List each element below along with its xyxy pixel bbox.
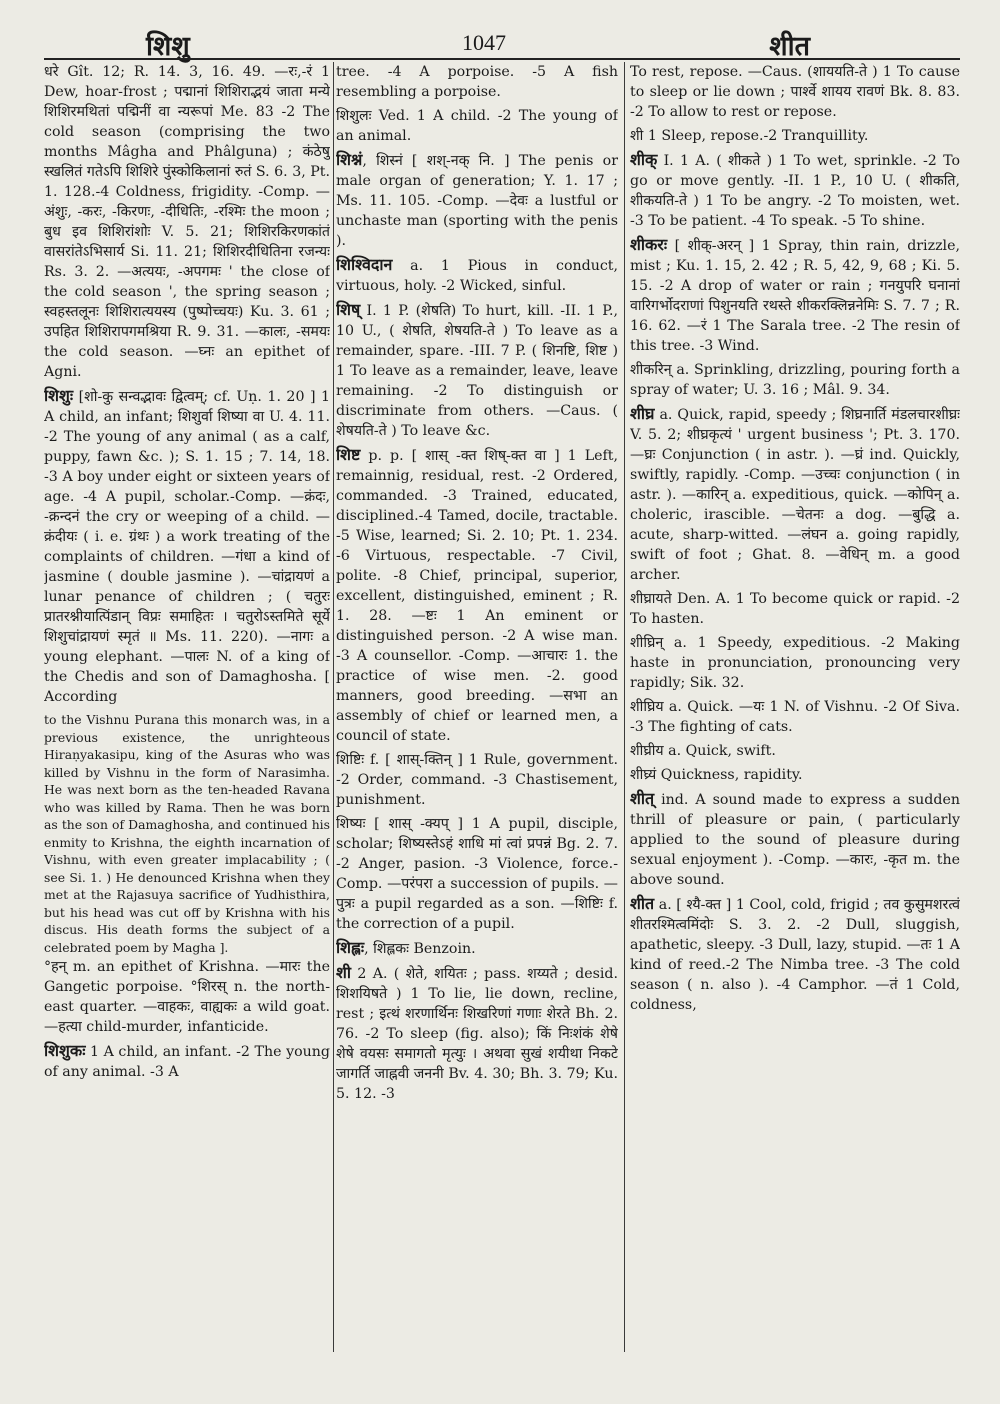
text-columns <box>44 62 960 1352</box>
entry-headword: शीकरः <box>630 235 668 254</box>
dictionary-entry <box>336 814 618 934</box>
dictionary-entry <box>630 360 960 400</box>
entry-headword: शीक् <box>630 150 658 169</box>
dictionary-entry <box>630 404 960 585</box>
entry-text: , शिस्नं [ शश्-नक् नि. ] The penis or male organ of generation; Y. 1. 17 ; Ms. 11. 105. -Comp. —देवः a lustful or unchaste man (sporting with the penis ). <box>336 153 618 249</box>
column-1 <box>44 62 330 1352</box>
entry-text: धरे Gît. 12; R. 14. 3, 16. 49. —रः,-रं 1 Dew, hoar-frost ; पद्मानां शिशिराद्भयं जाता मन्ये शिशिरमथितां पद्मिनीं वा न्यरूपां Me. 83 -2 The cold season (comprising the two months Mâgha and Phâlguna) ; कंठेषु स्खलितं गतेऽपि शिशिरे पुंस्कोकिलानां रुतं S. 6. 3, Pt. 1. 128.-4 Coldness, frigidity. -Comp. —अंशुः, -करः, -किरणः, -दीधितिः, -रश्मिः the moon ; बुध इव शिशिरांशोः V. 5. 21; शिशिरकिरणकांतं वासरांतेऽभिसार्य Si. 11. 21; शिशिरदीधितिना रजन्यः Rs. 3. 2. —अत्ययः, -अपगमः ' the close of the cold season ', the spring season ; स्वहस्तलूनः शिशिरात्ययस्य (पुष्पोच्चयः) Ku. 3. 61 ; उपहित शिशिरापगमश्रिया R. 9. 31. —कालः, -समयः the cold season. —घ्नः an epithet of Agni. <box>44 64 330 380</box>
dictionary-entry <box>336 445 618 746</box>
entry-text: शीघ्रायते Den. A. 1 To become quick or rapid. -2 To hasten. <box>630 591 960 627</box>
entry-headword: शिश्नं <box>336 150 363 169</box>
dictionary-entry <box>336 150 618 251</box>
entry-text: शीकरिन् a. Sprinkling, drizzling, pouring forth a spray of water; U. 3. 16 ; Mâl. 9. 34. <box>630 362 960 398</box>
entry-text: °हन् m. an epithet of Krishna. —मारः the Gangetic porpoise. °शिरस् n. the north-east quarter. —वाहकः, वाह्यकः a wild goat. —हत्या child-murder, infanticide. <box>44 959 330 1035</box>
entry-text: शिष्टिः f. [ शास्-क्तिन् ] 1 Rule, government. -2 Order, command. -3 Chastisement, punishment. <box>336 752 618 808</box>
dictionary-entry <box>630 62 960 122</box>
entry-text: 2 A. ( शेते, शयितः ; pass. शय्यते ; desid. शिशयिषते ) 1 To lie, lie down, recline, rest ; इत्थं शरणार्थिनः शिखरिणां गणाः शेरते Bh. 2. 76. -2 To sleep (fig. also); किं निःशंकं शेषे शेषे वयसः समागतो मृत्युः । अथवा सुखं शयीथा निकटे जागर्ति जाह्नवी जननी Bv. 4. 30; Bh. 3. 79; Ku. 5. 12. -3 <box>336 966 618 1102</box>
entry-text: I. 1 P. (शेषति) To hurt, kill. -II. 1 P., 10 U., ( शेषति, शेषयति-ते ) To leave as a remainder, spare. -III. 7 P. ( शिनष्टि, शिष्ट ) 1 To leave as a remainder, leave, leave remaining. -2 To distinguish or discriminate from others. —Caus. ( शेषयति-ते ) To leave &c. <box>336 303 618 439</box>
column-3 <box>630 62 960 1352</box>
entry-text: p. p. [ शास् -क्त शिष्-क्त वा ] 1 Left, remainnig, residual, rest. -2 Ordered, commanded. -3 Trained, educated, disciplined.-4 Tamed, docile, tractable. -5 Wise, learned; Si. 2. 10; Pt. 1. 234. -6 Virtuous, respectable. -7 Civil, polite. -8 Chief, principal, superior, excellent, distinguished, eminent ; R. 1. 28. —ष्टः 1 An eminent or distinguished person. -2 A wise man. -3 A counsellor. -Comp. —आचारः 1. the practice of wise men. -2. good manners, good breeding. —सभा an assembly of chief or learned men, a council of state. <box>336 448 618 744</box>
entry-text: शिष्यः [ शास् -क्यप् ] 1 A pupil, disciple, scholar; शिष्यस्तेऽहं शाधि मां त्वां प्रपन्नं Bg. 2. 7. -2 Anger, pasion. -3 Violence, force.-Comp. —परंपरा a succession of pupils. —पुत्रः a pupil regarded as a son. —शिष्टिः f. the correction of a pupil. <box>336 816 618 932</box>
entry-text: शिशुलः Ved. 1 A child. -2 The young of an animal. <box>336 108 618 144</box>
left-headword: शिशु <box>146 31 190 62</box>
entry-text: tree. -4 A porpoise. -5 A fish resembling a porpoise. <box>336 64 618 100</box>
entry-text: शीघ्रिन् a. 1 Speedy, expeditious. -2 Making haste in pronunciation, pronouncing very rapidly; Sik. 32. <box>630 635 960 691</box>
entry-text: शीघ्र्यं Quickness, rapidity. <box>630 767 803 783</box>
entry-text: a. 1 Pious in conduct, virtuous, holy. -2 Wicked, sinful. <box>336 258 618 294</box>
dictionary-entry <box>630 697 960 737</box>
dictionary-entry <box>630 150 960 231</box>
dictionary-entry <box>336 300 618 441</box>
dictionary-entry <box>630 765 960 785</box>
entry-text: To rest, repose. —Caus. (शाययति-ते ) 1 To cause to sleep or lie down ; पार्श्वे शायय रावणं Bk. 8. 83. -2 To allow to rest or repose. <box>630 64 960 120</box>
column-2 <box>336 62 618 1352</box>
page-header <box>44 26 960 62</box>
dictionary-entry <box>44 711 330 956</box>
entry-headword: शिश्विदान <box>336 255 393 274</box>
entry-headword: शिष् <box>336 300 361 319</box>
page-number: 1047 <box>462 30 506 55</box>
header-rule <box>44 58 960 60</box>
entry-headword: शीत् <box>630 789 655 808</box>
dictionary-entry <box>44 62 330 382</box>
dictionary-entry <box>336 106 618 146</box>
entry-headword: शीघ्र <box>630 404 655 423</box>
entry-text: शीघ्रीय a. Quick, swift. <box>630 743 776 759</box>
dictionary-entry <box>630 789 960 890</box>
entry-headword: शिशुकः <box>44 1041 86 1060</box>
dictionary-entry <box>630 126 960 146</box>
dictionary-entry <box>630 741 960 761</box>
dictionary-entry <box>44 957 330 1037</box>
entry-text: to the Vishnu Purana this monarch was, in a previous existence, the unrighteous Hiraṇyakasipu, king of the Asuras who was killed by Vishnu in the form of Narasimha. He was next born as the ten-headed Ravana who was killed by Rama. Then he was born as the son of Damaghosha, and continued his enmity to Krishna, the eighth incarnation of Vishnu, with even greater implacability ; ( see Si. 1. ) He denounced Krishna when they met at the Rajasuya sacrifice of Yudhisthira, but his head was cut off by Krishna with his discus. His death forms the subject of a celebrated poem by Magha ]. <box>44 712 330 955</box>
entry-text: 1 A child, an infant. -2 The young of any animal. -3 A <box>44 1044 330 1080</box>
entry-headword: शी <box>336 963 352 982</box>
dictionary-entry <box>336 255 618 296</box>
entry-text: [ शीक्-अरन् ] 1 Spray, thin rain, drizzle, mist ; Ku. 1. 15, 2. 42 ; R. 5, 42, 9, 68 ; Ki. 5. 15. -2 A drop of water or rain ; गनयुपरि घनानां वारिगर्भोदराणां पिशुनयति रथस्ते शीकरक्लिन्ननेमिः S. 7. 7 ; R. 16. 62. —रं 1 The Sarala tree. -2 The resin of this tree. -3 Wind. <box>630 238 960 354</box>
dictionary-entry <box>630 633 960 693</box>
entry-text: a. Quick, rapid, speedy ; शिघ्रनार्ति मंडलचारशीघ्रः V. 5. 2; शीघ्रकृत्यं ' urgent business '; Pt. 3. 170. —घ्रः Conjunction ( in astr. ). —घ्रं ind. Quickly, swiftly, rapidly. -Comp. —उच्चः conjunction ( in astr. ). —कारिन् a. expeditious, quick. —कोपिन् a. choleric, irascible. —चेतनः a dog. —बुद्धि a. acute, sharp-witted. —लंघन a. going rapidly, swift of foot ; Ghat. 8. —वेधिन् m. a good archer. <box>630 407 960 583</box>
entry-text: [शो-कु सन्वद्भावः द्वित्वम्; cf. Uṇ. 1. 20 ] 1 A child, an infant; शिशुर्वा शिष्या वा U. 4. 11. -2 The young of any animal ( as a calf, puppy, fawn &c. ); S. 1. 15 ; 7. 14, 18. -3 A boy under eight or sixteen years of age. -4 A pupil, scholar.-Comp. —क्रंदः, -क्रन्दनं the cry or weeping of a child. —क्रंदीयः ( i. e. ग्रंथः ) a work treating of the complaints of children. —गंधा a kind of jasmine ( double jasmine ). —चांद्रायणं a lunar penance of children ; ( चतुरः प्रातरश्नीयात्पिंडान् विप्रः समाहितः । चतुरोऽस्तमिते सूर्ये शिशुचांद्रायणं स्मृतं ॥ Ms. 11. 220). —नागः a young elephant. —पालः N. of a king of the Chedis and son of Damaghosha. [ According <box>44 389 330 705</box>
entry-headword: शिष्ट <box>336 445 361 464</box>
dictionary-entry <box>630 589 960 629</box>
dictionary-entry <box>336 963 618 1104</box>
entry-text: ind. A sound made to express a sudden thrill of pleasure or pain, ( particularly applied to the sound of pleasure during sexual enjoyment ). -Comp. —कारः, -कृत m. the above sound. <box>630 792 960 888</box>
dictionary-entry <box>630 894 960 1015</box>
right-headword: शीत <box>769 31 810 62</box>
dictionary-entry <box>44 1041 330 1082</box>
entry-text: a. [ श्यै-क्त ] 1 Cool, cold, frigid ; तव कुसुमशरत्वं शीतरश्मित्वमिंदोः S. 3. 2. -2 Dull, sluggish, apathetic, sleepy. -3 Dull, lazy, stupid. —तः 1 A kind of reed.-2 The Nimba tree. -3 The cold season ( n. also ). -4 Camphor. —तं 1 Cold, coldness, <box>630 897 960 1013</box>
column-divider <box>333 62 334 1352</box>
entry-text: शी 1 Sleep, repose.-2 Tranquillity. <box>630 128 869 144</box>
column-divider <box>624 62 625 1352</box>
entry-headword: शिह्लः <box>336 938 365 957</box>
dictionary-entry <box>630 235 960 356</box>
dictionary-entry <box>336 750 618 810</box>
entry-text: शीघ्रिय a. Quick. —यः 1 N. of Vishnu. -2 Of Siva. -3 The fighting of cats. <box>630 699 960 735</box>
dictionary-entry <box>336 938 618 959</box>
entry-headword: शीत <box>630 894 655 913</box>
dictionary-entry <box>336 62 618 102</box>
entry-text: , शिह्लकः Benzoin. <box>364 941 476 957</box>
entry-text: I. 1 A. ( शीकते ) 1 To wet, sprinkle. -2 To go or move gently. -II. 1 P., 10 U. ( शीकति, शीकयति-ते ) 1 To be angry. -2 To moisten, wet. -3 To be patient. -4 To speak. -5 To shine. <box>630 153 960 229</box>
entry-headword: शिशुः <box>44 386 74 405</box>
dictionary-entry <box>44 386 330 707</box>
